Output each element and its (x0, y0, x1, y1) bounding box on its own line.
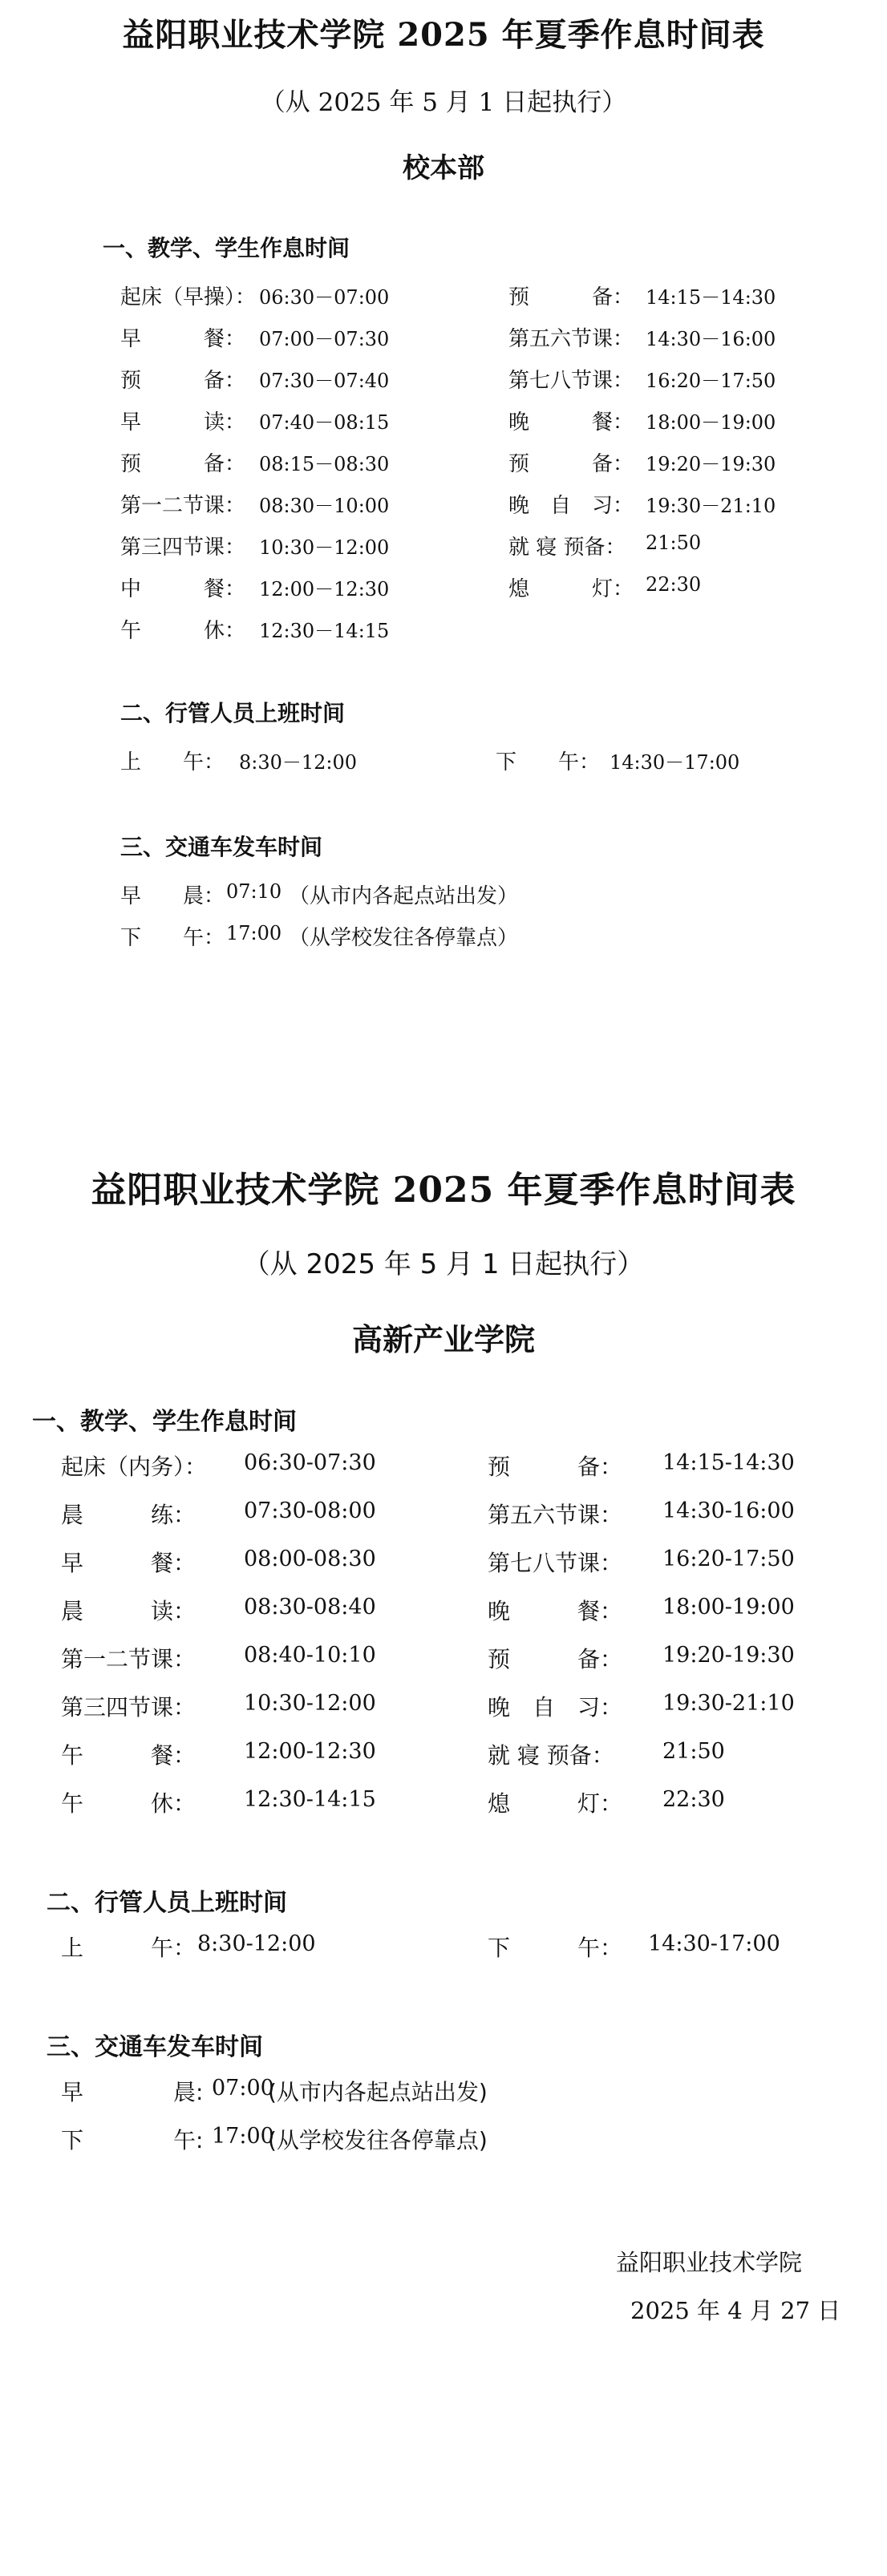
schedule-label: 第三四节课： (61, 1694, 196, 1721)
schedule-time: 18:00－19:00 (646, 411, 776, 434)
schedule-time: 08:40-10:10 (244, 1643, 376, 1668)
schedule-time: 19:30-21:10 (662, 1691, 795, 1716)
bus-label: 早 晨: (61, 2079, 204, 2105)
schedule-time: 12:00-12:30 (244, 1739, 376, 1764)
schedule-time: 14:30-16:00 (662, 1498, 795, 1523)
schedule-time: 06:30－07:00 (259, 286, 390, 309)
issue-date: 2025 年 4 月 27 日 (630, 2297, 841, 2324)
office-label: 上 午： (61, 1935, 196, 1961)
schedule-time: 08:30－10:00 (259, 495, 390, 517)
schedule-time: 10:30-12:00 (244, 1691, 376, 1716)
schedule-time: 08:30-08:40 (244, 1595, 376, 1620)
schedule-label: 熄 灯： (488, 1790, 623, 1817)
schedule-time: 10:30－12:00 (259, 536, 390, 559)
schedule-label: 午 休： (120, 619, 246, 643)
schedule-time: 21:50 (662, 1739, 725, 1764)
schedule-label: 就 寝 预备： (508, 536, 626, 560)
schedule-time: 06:30-07:30 (244, 1450, 376, 1475)
heading-bus-schedule: 三、交通车发车时间 (47, 2033, 263, 2061)
schedule-time: 22:30 (662, 1787, 725, 1812)
schedule-label: 晨 练： (61, 1502, 196, 1528)
schedule-time: 08:00-08:30 (244, 1547, 376, 1571)
schedule-label: 晨 读： (61, 1598, 196, 1624)
campus-name: 高新产业学院 (351, 1322, 535, 1357)
schedule-label: 早 餐： (120, 327, 246, 351)
bus-label: 早 晨： (120, 884, 225, 908)
office-time: 8:30-12:00 (197, 1931, 316, 1956)
schedule-label: 早 读： (120, 410, 246, 435)
schedule-label: 第五六节课： (508, 327, 634, 351)
bus-time: 07:10 (226, 880, 282, 903)
effective-date-note: （从 2025 年 5 月 1 日起执行） (260, 88, 627, 117)
schedule-label: 起床（内务）： (61, 1454, 208, 1480)
schedule-label: 午 餐： (61, 1742, 196, 1769)
schedule-label: 午 休： (61, 1790, 196, 1817)
schedule-label: 第一二节课： (120, 494, 246, 518)
schedule-label: 第七八节课： (488, 1550, 623, 1576)
schedule-label: 起床（早操）： (120, 285, 257, 309)
document-title: 益阳职业技术学院 2025 年夏季作息时间表 (91, 1170, 796, 1211)
schedule-time: 08:15－08:30 (259, 453, 390, 475)
bus-note: （从市内各起点站出发） (289, 884, 519, 908)
schedule-label: 预 备： (488, 1454, 623, 1480)
schedule-label: 预 备： (508, 285, 634, 309)
bus-time: 07:00 (212, 2076, 274, 2101)
schedule-time: 16:20－17:50 (646, 370, 776, 392)
office-time: 8:30－12:00 (239, 751, 358, 774)
schedule-label: 晚 餐： (508, 410, 634, 435)
schedule-time: 18:00-19:00 (662, 1595, 795, 1620)
schedule-time: 07:30-08:00 (244, 1498, 376, 1523)
bus-note: (从学校发往各停靠点) (268, 2127, 488, 2153)
schedule-time: 19:20-19:30 (662, 1643, 795, 1668)
schedule-label: 就 寝 预备： (488, 1742, 614, 1769)
schedule-time: 07:00－07:30 (259, 328, 390, 350)
office-label: 上 午： (120, 750, 225, 774)
heading-student-schedule: 一、教学、学生作息时间 (103, 235, 350, 261)
heading-office-hours: 二、行管人员上班时间 (120, 700, 346, 726)
schedule-time: 22:30 (646, 573, 702, 596)
schedule-label: 第三四节课： (120, 536, 246, 560)
schedule-time: 16:20-17:50 (662, 1547, 795, 1571)
office-time: 14:30－17:00 (610, 751, 740, 774)
effective-date-note: （从 2025 年 5 月 1 日起执行） (242, 1248, 645, 1280)
bus-time: 17:00 (226, 922, 282, 944)
schedule-label: 预 备： (508, 452, 634, 476)
heading-student-schedule: 一、教学、学生作息时间 (32, 1408, 297, 1436)
schedule-label: 第一二节课： (61, 1646, 196, 1672)
schedule-label: 第五六节课： (488, 1502, 623, 1528)
office-label: 下 午： (496, 750, 601, 774)
schedule-label: 晚 自 习： (508, 494, 634, 518)
office-label: 下 午： (488, 1935, 623, 1961)
heading-office-hours: 二、行管人员上班时间 (47, 1889, 287, 1917)
schedule-time: 12:30－14:15 (259, 620, 390, 642)
schedule-time: 19:20－19:30 (646, 453, 776, 475)
schedule-label: 熄 灯： (508, 577, 634, 601)
schedule-time: 21:50 (646, 532, 702, 554)
issuing-organization: 益阳职业技术学院 (616, 2249, 803, 2276)
schedule-time: 19:30－21:10 (646, 495, 776, 517)
schedule-label: 晚 自 习： (488, 1694, 623, 1721)
document-title: 益阳职业技术学院 2025 年夏季作息时间表 (122, 16, 765, 54)
bus-note: (从市内各起点站出发) (268, 2079, 488, 2105)
schedule-label: 预 备： (120, 452, 246, 476)
schedule-time: 12:30-14:15 (244, 1787, 376, 1812)
schedule-label: 晚 餐： (488, 1598, 623, 1624)
schedule-time: 14:15-14:30 (662, 1450, 795, 1475)
office-time: 14:30-17:00 (648, 1931, 780, 1956)
schedule-time: 14:30－16:00 (646, 328, 776, 350)
campus-name: 校本部 (403, 152, 484, 184)
schedule-time: 12:00－12:30 (259, 578, 390, 601)
bus-label: 下 午： (120, 926, 225, 950)
bus-note: （从学校发往各停靠点） (289, 926, 519, 950)
schedule-label: 早 餐： (61, 1550, 196, 1576)
schedule-time: 07:40－08:15 (259, 411, 390, 434)
schedule-label: 预 备： (120, 369, 246, 393)
schedule-label: 中 餐： (120, 577, 246, 601)
schedule-label: 第七八节课： (508, 369, 634, 393)
bus-label: 下 午: (61, 2127, 204, 2153)
schedule-time: 14:15－14:30 (646, 286, 776, 309)
heading-bus-schedule: 三、交通车发车时间 (120, 834, 323, 860)
schedule-label: 预 备： (488, 1646, 623, 1672)
schedule-time: 07:30－07:40 (259, 370, 390, 392)
bus-time: 17:00 (212, 2124, 274, 2149)
